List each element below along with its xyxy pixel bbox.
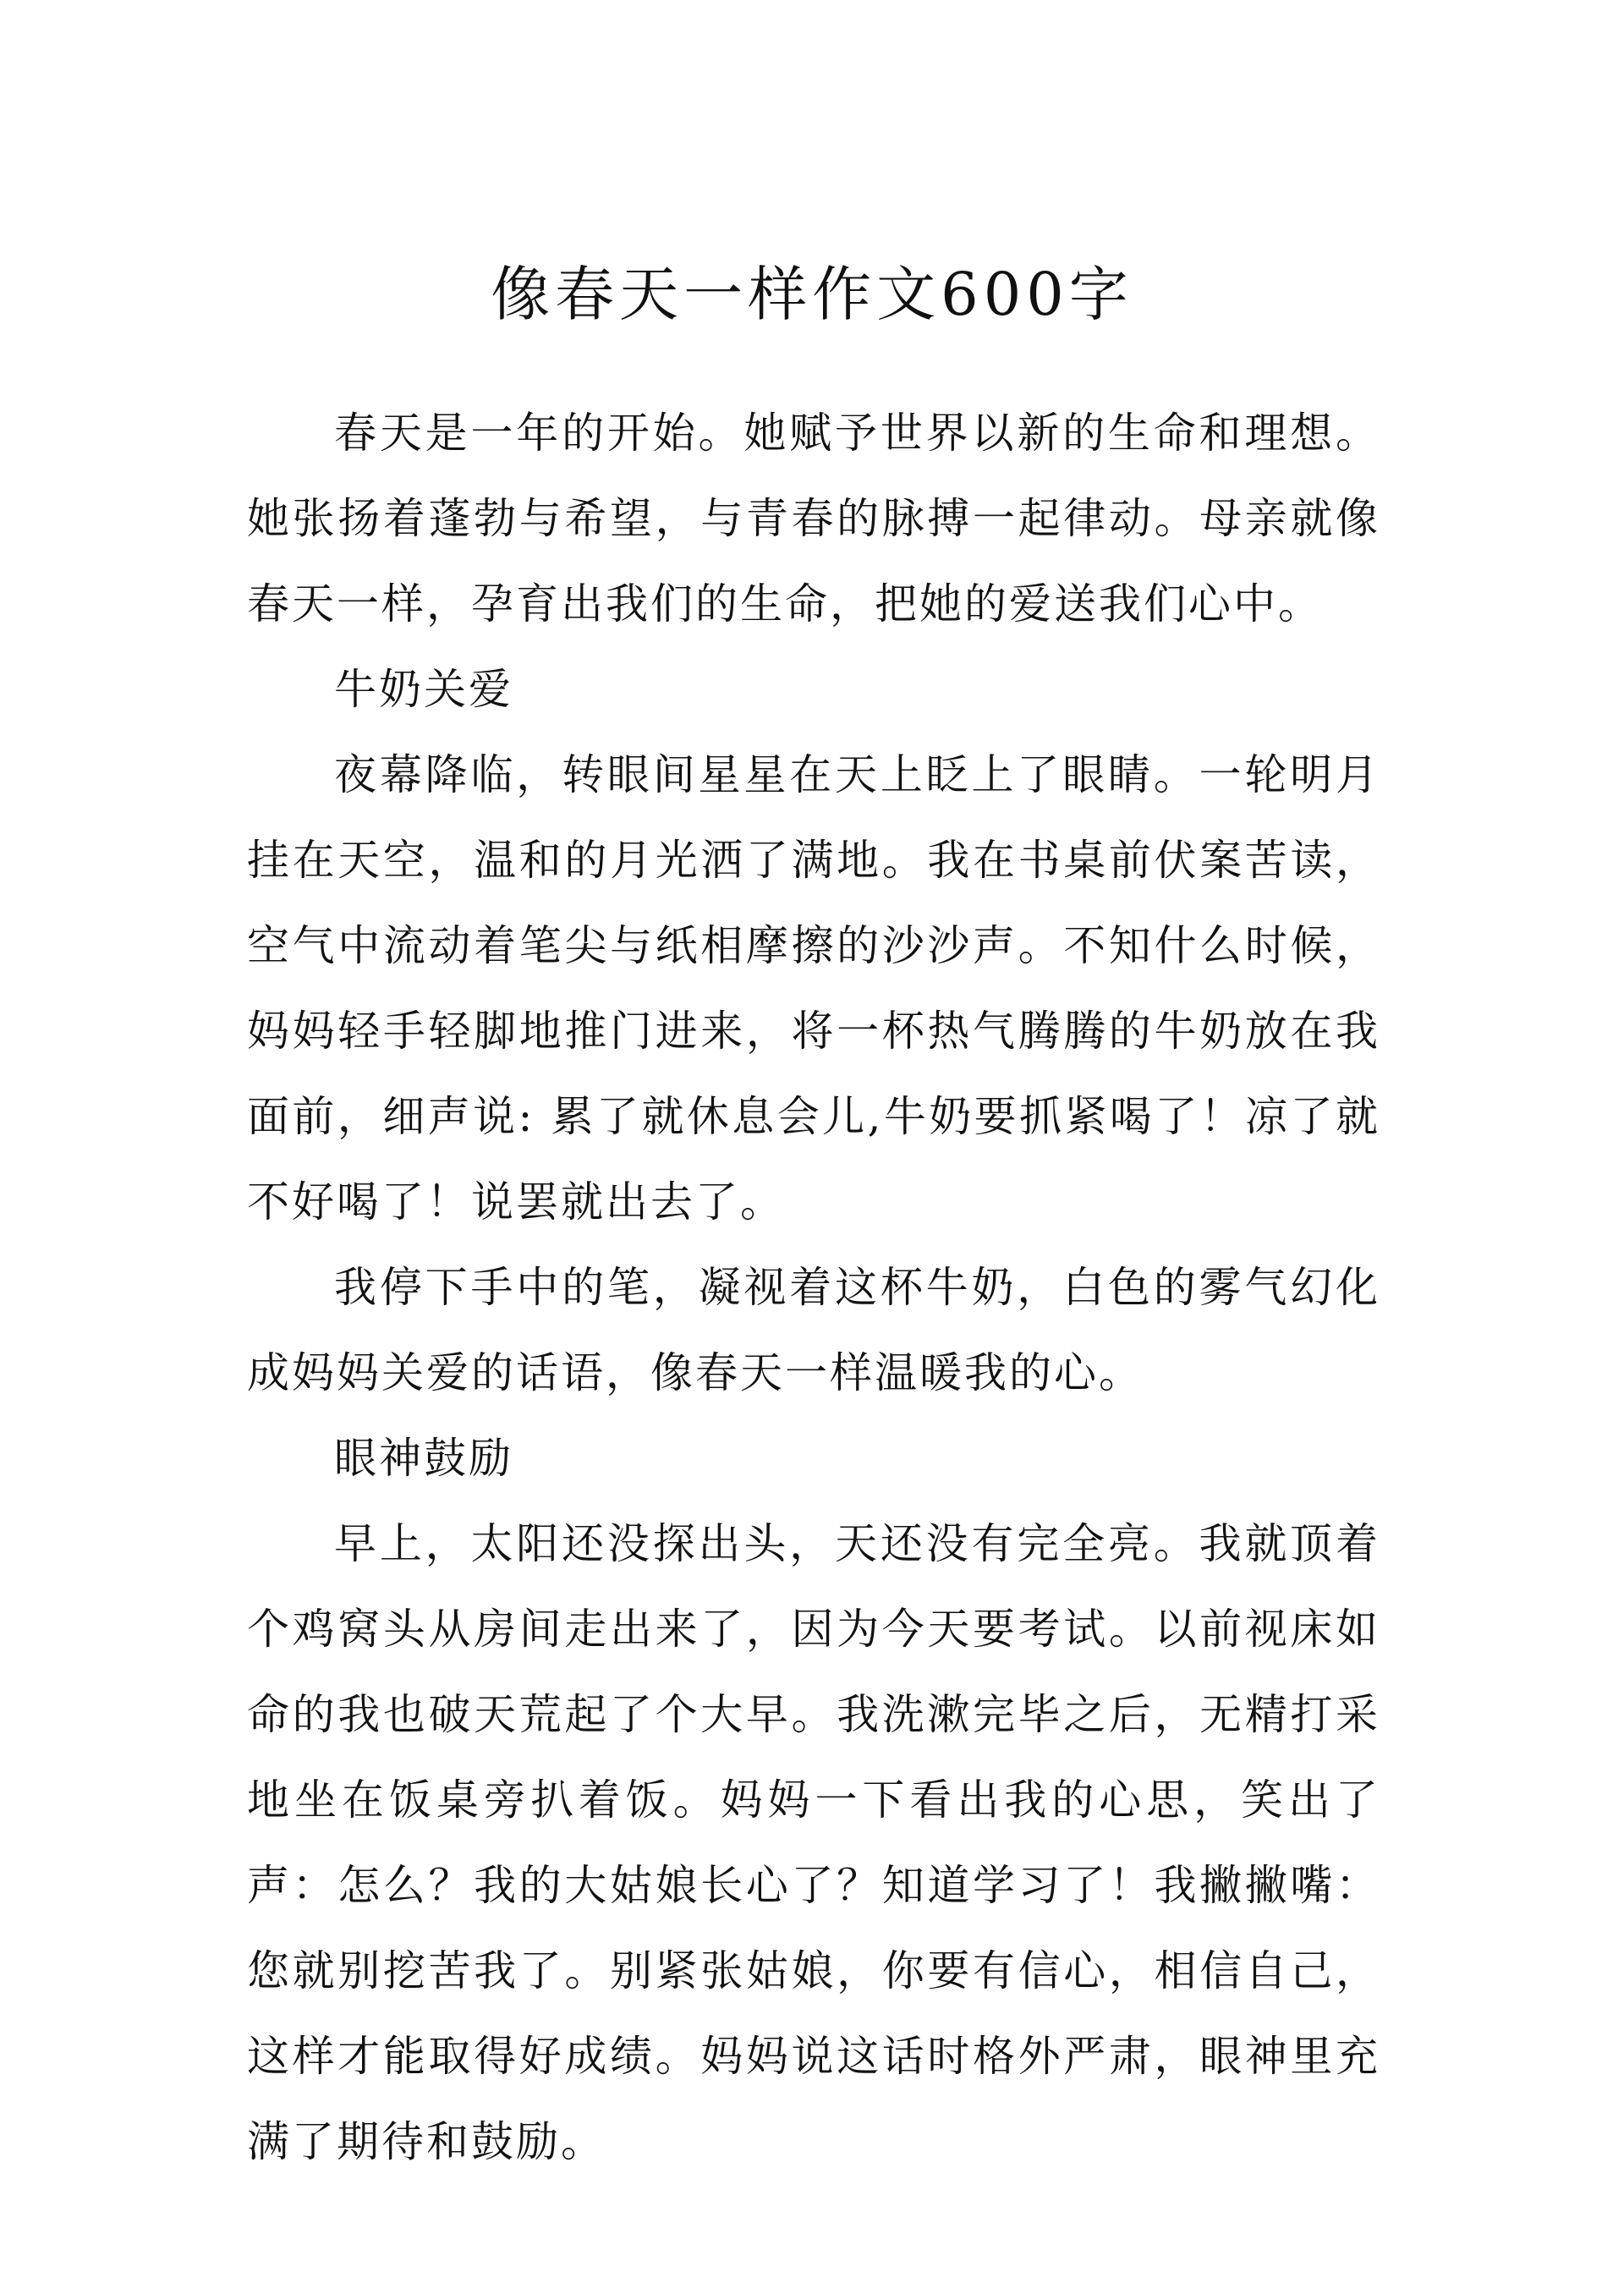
section-heading-milk-care: 牛奶关爱 [334, 665, 513, 714]
document-title: 像春天一样作文600字 [491, 260, 1133, 329]
document-body [247, 391, 1380, 2185]
paragraph-night-milk: 夜幕降临，转眼间星星在天上眨上了眼睛。一轮明月挂在天空，温和的月光洒了满地。我在书桌前伏案苦读，空气中流动着笔尖与纸相摩擦的沙沙声。不知什么时候，妈妈轻手轻脚地推门进来，将一杯热气腾腾的牛奶放在我面前，细声说: 累了就休息会儿,牛奶要抓紧喝了！凉了就不好喝了！说罢就出去了。 [247, 750, 1380, 1227]
paragraph-exam-morning: 早上，太阳还没探出头，天还没有完全亮。我就顶着个鸡窝头从房间走出来了，因为今天要考试。以前视床如命的我也破天荒起了个大早。我洗漱完毕之后，无精打采地坐在饭桌旁扒着饭。妈妈一下看出我的心思，笑出了声：怎么？我的大姑娘长心了？知道学习了！我撇撇嘴：您就别挖苦我了。别紧张姑娘，你要有信心，相信自己，这样才能取得好成绩。妈妈说这话时格外严肃，眼神里充满了期待和鼓励。 [247, 1519, 1380, 2166]
section-heading-eye-encouragement: 眼神鼓励 [334, 1434, 513, 1483]
paragraph-intro: 春天是一年的开始。她赋予世界以新的生命和理想。她张扬着蓬勃与希望，与青春的脉搏一起律动。母亲就像春天一样，孕育出我们的生命，把她的爱送我们心中。 [247, 409, 1380, 628]
paragraph-milk-warmth: 我停下手中的笔，凝视着这杯牛奶，白色的雾气幻化成妈妈关爱的话语，像春天一样温暖我的心。 [247, 1263, 1380, 1397]
